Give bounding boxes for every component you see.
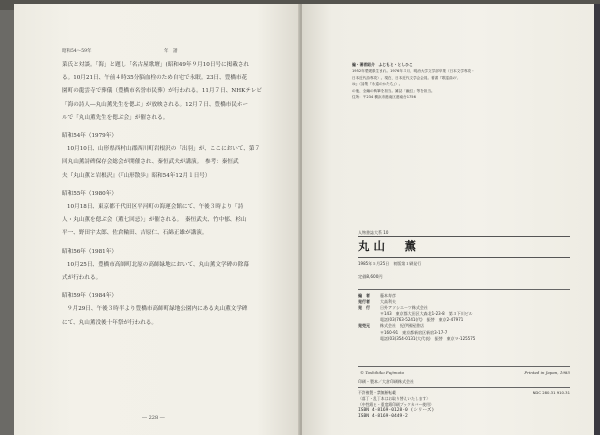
author-heading: 編・著者紹介 ふじもと・としひこ — [352, 62, 413, 67]
printed-in: Printed in Japan, 1985 — [524, 370, 570, 375]
text-line: 日本近代詩専攻）。現在、日本近代文学会会員。著書『歌謡曲の', — [352, 75, 459, 80]
text-line: 「海の詩人―丸山薫先生を偲ぶ」が放映される。12月７日、豊橋市民ホー — [62, 101, 249, 108]
divider — [358, 289, 570, 290]
era-heading: 昭和59年（1984年） — [62, 293, 117, 300]
text-line: 1952年愛媛県生まれ。1976年３月、明治大学文学部卒業（日本文学専攻・ — [352, 69, 475, 74]
text-line: 住所：〒234 横浜市港南区港南台1756 — [352, 95, 416, 100]
colophon-credits — [358, 293, 573, 342]
credit-value: 〒160-91 東京都新宿区新宿3-17-7 — [380, 329, 448, 335]
author-profile — [352, 62, 482, 100]
text-line: ９月29日、午後３時半より豊橋市高師町緑地公園内にある丸山薫文学碑 — [67, 306, 248, 313]
chronology-text — [62, 59, 284, 330]
text-line: ルで「丸山薫先生を偲ぶ会」が催される。 — [62, 114, 169, 121]
copyright-holder: © Toshihiko Fujimoto — [360, 370, 404, 375]
divider — [358, 366, 570, 367]
credit-label: 発 行 — [358, 305, 370, 311]
text-line: の他、全編の執筆を担当。雑誌「幽幻」等を担当。 — [352, 88, 435, 93]
open-book — [14, 4, 600, 435]
text-line: にて、丸山薫没後十年祭が行われる。 — [62, 319, 157, 326]
divider — [358, 387, 570, 388]
entry-1981 — [62, 246, 284, 286]
notice-text: 〈落丁・乱丁本はお取り替えいたします〉 — [358, 396, 431, 402]
text-line: 10月10日、山形県西村山郡西川町岩根沢の「出羽」が、ここにおいて、第７ — [67, 146, 261, 153]
running-head-left: 昭和54～59年 — [62, 49, 92, 54]
book-cover-edge — [594, 4, 600, 435]
text-line: る。10月21日、午前４時35分脳血栓のため自宅で永眠。23日、豊橋市花 — [62, 75, 248, 82]
text-line: 回丸山薫詩碑保存会総会が開催され、秦恒武夫が講演。 参考：秦恒武 — [62, 159, 239, 166]
left-page — [14, 4, 300, 435]
isbn-series: ISBN 4-8169-0128-0 (シリーズ) — [358, 408, 435, 414]
text-line: ゆ』（詩集『永遠のかたち』）。 — [352, 82, 403, 87]
credit-value: 株式会社 紀伊國屋書店 — [380, 323, 424, 329]
right-page — [302, 4, 594, 435]
notice-text: 不許複製・禁無断転載 — [358, 390, 396, 395]
entry-1979 — [62, 130, 284, 183]
running-head-center: 年 譜 — [164, 49, 178, 54]
credit-label: 発売元 — [358, 323, 370, 329]
intro-paragraph — [62, 59, 284, 125]
text-line: 10月18日、東京都千代田区平河町の海運会館にて、午後３時より「詩 — [67, 204, 244, 210]
entry-1984 — [62, 290, 284, 330]
page-number: ― 228 ― — [142, 415, 165, 421]
isbn-volume: ISBN 4-8169-0449-2 — [358, 414, 408, 420]
era-heading: 昭和55年（1980年） — [62, 190, 117, 197]
text-line: 菜氏と対談。「海」と題し「名古屋歌壇」(昭和49年９月10日号に掲載され — [62, 62, 250, 68]
divider — [358, 236, 570, 237]
credit-value: 日外アソシエーツ株式会社 — [380, 305, 428, 311]
book-title: 丸山 薫 — [358, 239, 420, 253]
text-line: 10月25日、豊橋市高師町北原の高師緑地において、丸山薫文学碑の除幕 — [67, 261, 249, 268]
printer: 印刷・製本／大倉印刷株式会社 — [358, 379, 414, 384]
era-heading: 昭和54年（1979年） — [62, 133, 117, 140]
text-line: 式が行われる。 — [62, 275, 102, 281]
credit-value: 〒143 東京都大田区大森北1-23-8 第３下川ビル — [380, 311, 473, 317]
credit-value: 大高利夫 — [380, 299, 396, 305]
entry-1980 — [62, 188, 284, 241]
text-line: 人・丸山薫を偲ぶ会（薫七回忌）」が催される。 秦恒武夫、竹中郁、杉山 — [62, 217, 247, 224]
notice-text: （中性紙ヒ・重度紙印刷ブックカバー使用） — [358, 402, 434, 408]
series-label: 人物書誌大系 10 — [358, 230, 389, 235]
text-line: 夫『丸山薫と岩根沢』（『山形散歩』昭和54年12月１日号） — [62, 172, 211, 179]
era-heading: 昭和56年（1981年） — [62, 248, 117, 255]
credit-value: 藤本寿彦 — [380, 293, 396, 298]
price: 定価8,600円 — [358, 274, 383, 279]
ndc-code: NDC 280.31 910.31 — [532, 390, 570, 395]
credit-value: 電話(03)763-5241(代) 振替 東京2-47971 — [380, 317, 464, 323]
copyright-line — [360, 370, 570, 375]
credit-label: 編 者 — [358, 293, 370, 298]
publication-date: 1985年５月25日 初版第１刷発行 — [358, 261, 422, 266]
credit-value: 電話(03)354-0131(大代表) 振替 東京９-125575 — [380, 335, 476, 341]
isbn-block — [358, 390, 570, 420]
credit-label — [358, 336, 380, 342]
divider — [358, 257, 570, 258]
text-line: 平一、野田宇太郎、佐倉輪田、吉原仁、石綿正雄が講演。 — [62, 230, 208, 237]
credit-row — [358, 336, 573, 342]
text-line: 園町の龍雲寺で葬儀（豊橋市名誉市民葬）が行われる。11月７日、NHKテレビ — [62, 88, 262, 95]
credit-label: 発行者 — [358, 299, 370, 305]
